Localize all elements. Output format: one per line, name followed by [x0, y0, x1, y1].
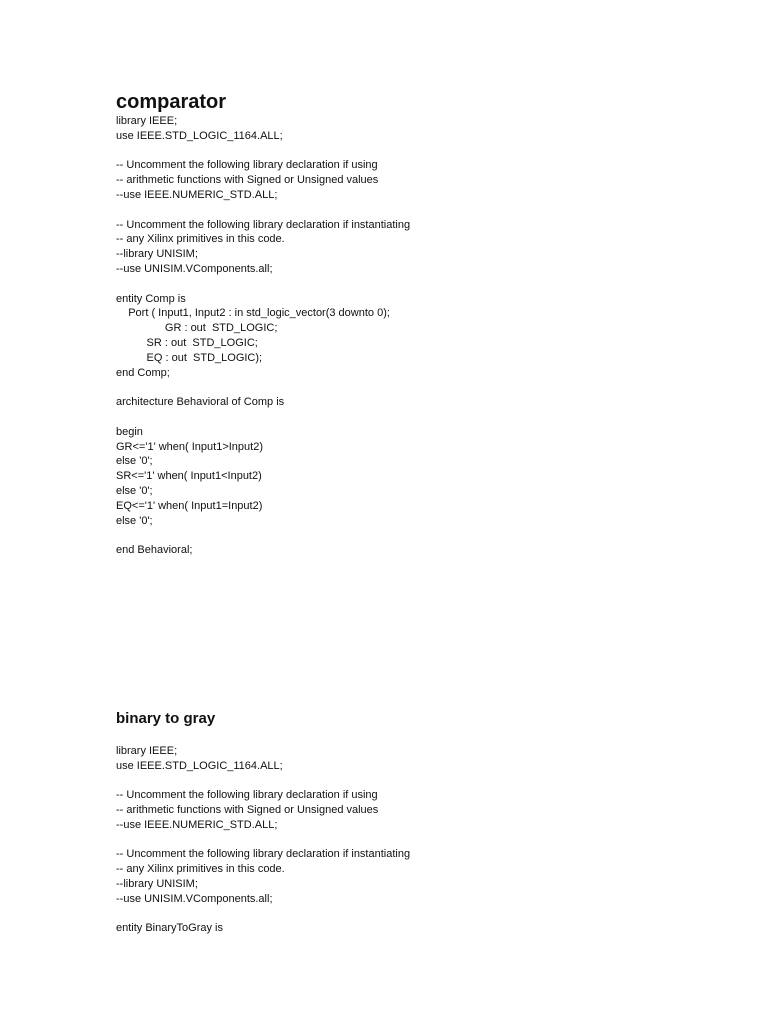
code-line	[116, 380, 736, 395]
code-line: use IEEE.STD_LOGIC_1164.ALL;	[116, 129, 283, 142]
code-line	[116, 833, 736, 848]
section-comparator	[116, 90, 736, 558]
code-line: EQ : out STD_LOGIC);	[116, 351, 263, 364]
code-line: use IEEE.STD_LOGIC_1164.ALL;	[116, 759, 283, 772]
code-line: -- Uncomment the following library declaration if instantiating	[116, 848, 411, 861]
code-line: GR<='1' when( Input1>Input2)	[116, 440, 263, 453]
code-line	[116, 729, 736, 744]
code-line: entity Comp is	[116, 292, 186, 305]
code-line: -- Uncomment the following library declaration if using	[116, 789, 378, 802]
code-line: else '0';	[116, 484, 153, 497]
code-line: -- arithmetic functions with Signed or Unsigned values	[116, 803, 379, 816]
code-line	[116, 773, 736, 788]
code-line	[116, 410, 736, 425]
code-line: -- Uncomment the following library declaration if instantiating	[116, 218, 411, 231]
code-line	[116, 528, 736, 543]
code-line: end Comp;	[116, 366, 170, 379]
code-line: EQ<='1' when( Input1=Input2)	[116, 499, 263, 512]
code-line	[116, 907, 736, 922]
code-line: begin	[116, 425, 143, 438]
code-line: --use IEEE.NUMERIC_STD.ALL;	[116, 818, 278, 831]
code-line: --use IEEE.NUMERIC_STD.ALL;	[116, 188, 278, 201]
code-line: -- any Xilinx primitives in this code.	[116, 233, 285, 246]
code-line: --library UNISIM;	[116, 877, 198, 890]
code-line: --library UNISIM;	[116, 248, 198, 261]
section-binary-to-gray	[116, 709, 736, 936]
code-block	[116, 729, 736, 936]
section-title: binary to gray	[116, 710, 216, 727]
code-line: SR : out STD_LOGIC;	[116, 336, 258, 349]
code-line: library IEEE;	[116, 115, 178, 127]
section-title: comparator	[116, 91, 227, 113]
code-line: -- any Xilinx primitives in this code.	[116, 863, 285, 876]
code-line: Port ( Input1, Input2 : in std_logic_vector(3 downto 0);	[116, 307, 390, 320]
code-line: -- Uncomment the following library declaration if using	[116, 159, 378, 172]
code-line: GR : out STD_LOGIC;	[116, 322, 278, 335]
code-line: else '0';	[116, 455, 153, 468]
code-line: else '0';	[116, 514, 153, 527]
code-line: --use UNISIM.VComponents.all;	[116, 892, 273, 905]
code-line	[116, 277, 736, 292]
code-block	[116, 114, 736, 558]
code-line: architecture Behavioral of Comp is	[116, 396, 285, 409]
code-line: entity BinaryToGray is	[116, 922, 223, 935]
code-line: --use UNISIM.VComponents.all;	[116, 262, 273, 275]
code-line: -- arithmetic functions with Signed or Unsigned values	[116, 174, 379, 187]
code-line: library IEEE;	[116, 744, 178, 757]
code-line: end Behavioral;	[116, 544, 193, 557]
code-line	[116, 144, 736, 159]
code-line: SR<='1' when( Input1<Input2)	[116, 470, 262, 483]
code-line	[116, 203, 736, 218]
